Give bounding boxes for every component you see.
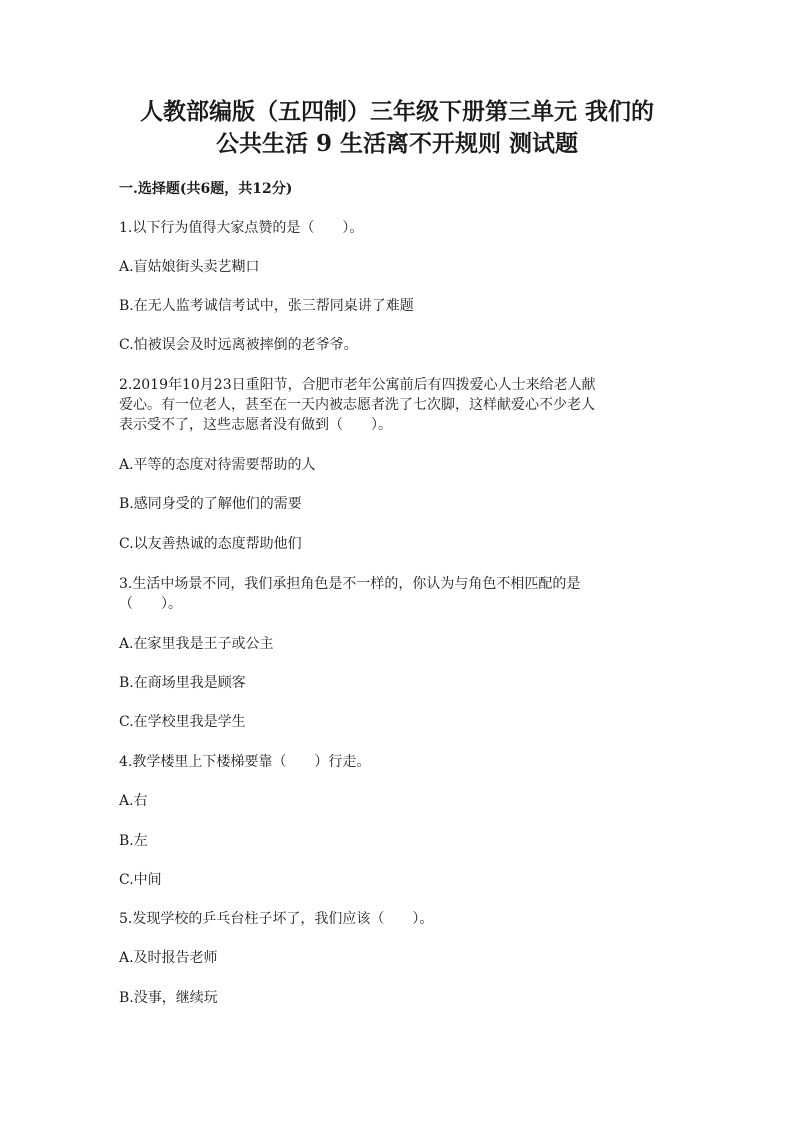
question-4-option-c: C.中间	[119, 872, 162, 888]
question-2-option-b: B.感同身受的了解他们的需要	[119, 496, 302, 512]
question-3-option-b: B.在商场里我是顾客	[119, 675, 246, 691]
question-2-option-a: A.平等的态度对待需要帮助的人	[119, 457, 316, 473]
question-2-stem-line-2: 爱心。有一位老人，甚至在一天内被志愿者洗了七次脚，这样献爱心不少老人	[119, 397, 595, 413]
question-5-stem: 5.发现学校的乒乓台柱子坏了，我们应该（ ）。	[119, 911, 434, 927]
question-4-option-a: A.右	[119, 793, 148, 809]
question-2-stem-line-1: 2.2019年10月23日重阳节，合肥市老年公寓前后有四拨爱心人士来给老人献	[119, 377, 596, 393]
question-3-stem-line-1: 3.生活中场景不同，我们承担角色是不一样的，你认为与角色不相匹配的是	[119, 576, 581, 592]
question-2-stem-line-3: 表示受不了，这些志愿者没有做到（ ）。	[119, 417, 392, 433]
question-4-stem: 4.教学楼里上下楼梯要靠（ ）行走。	[119, 754, 371, 770]
question-1-option-a: A.盲姑娘街头卖艺糊口	[119, 259, 260, 275]
question-3-stem-line-2: （ ）。	[119, 596, 182, 612]
page-title-line-1: 人教部编版（五四制）三年级下册第三单元 我们的	[139, 98, 654, 125]
question-1-option-c: C.怕被误会及时远离被摔倒的老爷爷。	[119, 337, 358, 353]
question-1-stem: 1.以下行为值得大家点赞的是（ ）。	[119, 220, 364, 236]
question-3-option-a: A.在家里我是王子或公主	[119, 636, 274, 652]
question-4-option-b: B.左	[119, 833, 148, 849]
section-heading: 一.选择题(共6题，共12分)	[119, 181, 293, 197]
question-5-option-b: B.没事，继续玩	[119, 990, 218, 1006]
question-2-option-c: C.以友善热诚的态度帮助他们	[119, 536, 302, 552]
question-3-option-c: C.在学校里我是学生	[119, 714, 246, 730]
question-1-option-b: B.在无人监考诚信考试中，张三帮同桌讲了难题	[119, 298, 414, 314]
question-5-option-a: A.及时报告老师	[119, 950, 218, 966]
page-title-line-2: 公共生活 9 生活离不开规则 测试题	[215, 130, 579, 157]
